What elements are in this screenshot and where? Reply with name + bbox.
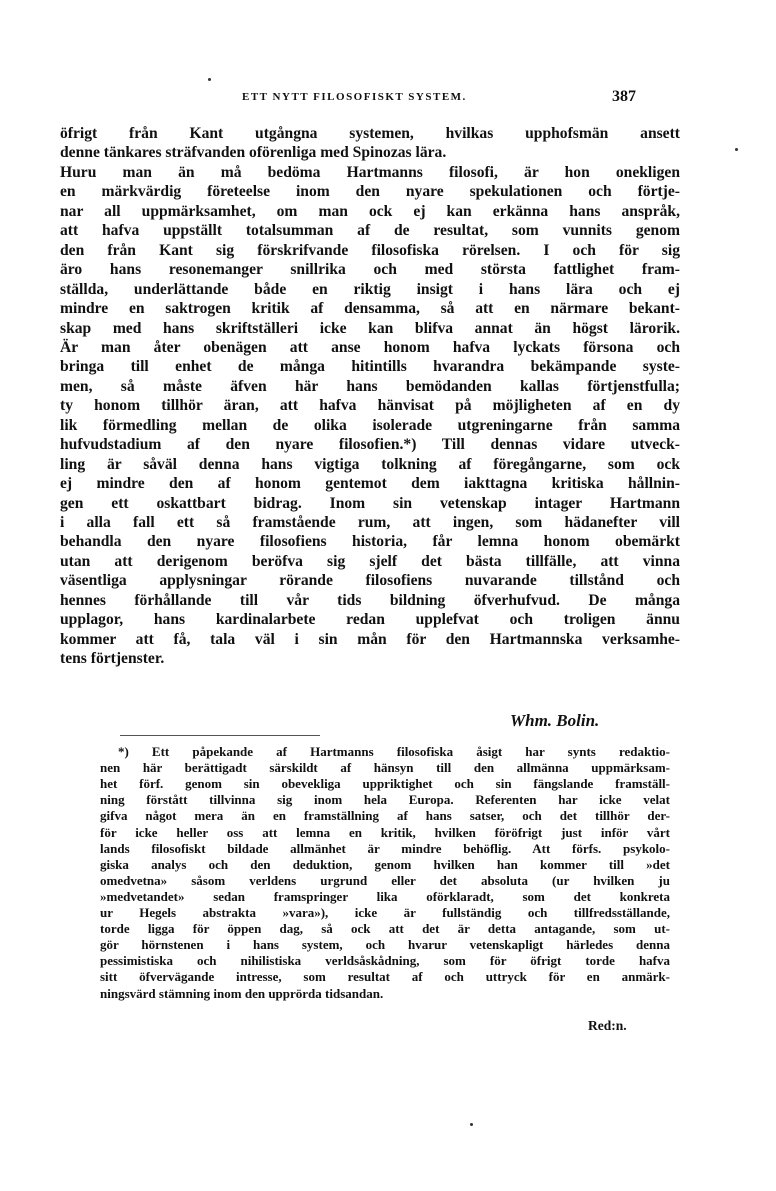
body-line: öfrigt från Kant utgångna systemen, hvilkas upphofsmän ansett [60, 125, 680, 142]
footnote-divider [120, 735, 320, 736]
footnote-line: *) Ett påpekande af Hartmanns filosofiska åsigt har synts redaktio- [118, 744, 670, 759]
body-line: denne tänkares sträfvanden oförenliga med Spinozas lära. [60, 144, 447, 162]
footnote-line: ur Hegels abstrakta »vara»), icke är fullständig och tillfredsställande, [100, 905, 670, 920]
body-line: lik förmedling mellan de olika isolerade utgreningarne från samma [60, 416, 680, 434]
print-speck [735, 148, 738, 151]
body-line: ej mindre den af honom gentemot dem iakttagna kritiska hållnin- [60, 475, 680, 493]
footnote-line: för icke heller oss att lemna en kritik, hvilken föröfrigt just inför vårt [100, 824, 670, 840]
footnote-line: het förf. genom sin obevekliga uppriktighet och sin fängslande framställ- [100, 776, 670, 792]
footnote-line: sitt öfvervägande intresse, som resultat af och uttryck för en anmärk- [100, 969, 670, 985]
editor-signature: Red:n. [588, 1018, 627, 1033]
body-line: mindre en saktrogen kritik af densamma, så att en närmare bekant- [60, 300, 680, 318]
body-line: Är man åter obenägen att anse honom hafva lyckats försona och [60, 338, 680, 356]
body-line: Huru man än må bedöma Hartmanns filosofi, är hon onekligen [60, 163, 680, 181]
footnote-line: pessimistiska och nihilistiska verldsåskådning, som för öfrigt torde hafva [100, 953, 670, 969]
footnote-line: torde ligga för öppen dag, så ock att det är detta antagande, som ut- [100, 921, 670, 937]
footnote-line: omedvetna» såsom verldens urgrund eller det absoluta (ur hvilken ju [100, 872, 670, 888]
body-line: den från Kant sig förskrifvande filosofiska rörelsen. I och för sig [60, 241, 680, 259]
body-line: nar all uppmärksamhet, om man ock ej kan erkänna hans anspråk, [60, 202, 680, 220]
footnote-line: lands filosofiskt bildade allmänhet är mindre behöflig. Att förfs. psykolo- [100, 840, 670, 856]
footnote-line: giska analys och den deduktion, genom hvilken han kommer till »det [100, 856, 670, 872]
footnote-line: ningsvärd stämning inom den upprörda tidsandan. [100, 985, 384, 1001]
body-line: utan att derigenom beröfva sig sjelf det bästa tillfälle, att vinna [60, 552, 680, 570]
body-line: kommer att få, tala väl i sin mån för den Hartmannska verksamhe- [60, 630, 680, 648]
body-line: ling är såväl denna hans vigtiga tolkning af föregångarne, som ock [60, 455, 680, 473]
body-line: hufvudstadium af den nyare filosofien.*) Till dennas vidare utveck- [60, 436, 680, 454]
body-line: tens förtjenster. [60, 650, 165, 668]
print-speck [470, 1123, 473, 1126]
print-speck [208, 78, 211, 81]
body-line: hennes förhållande till vår tids bildning öfverhufvud. De många [60, 591, 680, 609]
page-number: 387 [612, 88, 636, 105]
body-line: äro hans resonemanger snillrika och med största fattlighet fram- [60, 261, 680, 279]
body-line: en märkvärdig företeelse inom den nyare spekulationen och förtje- [60, 183, 680, 201]
body-line: skap med hans skriftställeri icke kan blifva annat än högst lärorik. [60, 319, 680, 337]
body-line: ställda, underlättande både en riktig insigt i hans lära och ej [60, 280, 680, 298]
running-title: ETT NYTT FILOSOFISKT SYSTEM. [242, 91, 467, 103]
body-line: upplagor, hans kardinalarbete redan upplefvat och troligen ännu [60, 611, 680, 629]
footnote-line: ning förstått tillvinna sig inom hela Europa. Referenten har icke velat [100, 792, 670, 808]
footnote-line: gifva något mera än en framställning af hans satser, och det tillhör der- [100, 808, 670, 824]
body-line: i alla fall ett så framstående rum, att ingen, som hädanefter vill [60, 514, 680, 531]
footnote-line: »medvetandet» sedan framspringer lika oförklaradt, som det konkreta [100, 888, 670, 904]
body-line: behandla den nyare filosofiens historia, får lemna honom obemärkt [60, 533, 680, 551]
body-line: men, så måste äfven här hans bemödanden kallas förtjenstfulla; [60, 377, 680, 395]
body-line: bringa till enhet de många hitintills hvarandra bekämpande syste- [60, 358, 680, 376]
body-line: gen ett oskattbart bidrag. Inom sin vetenskap intager Hartmann [60, 494, 680, 512]
author-signature: Whm. Bolin. [510, 711, 600, 730]
body-line: väsentliga applysningar rörande filosofiens nuvarande tillstånd och [60, 572, 680, 590]
body-line: att hafva uppställt totalsumman af de resultat, som vunnits genom [60, 222, 680, 240]
body-line: ty honom tillhör äran, att hafva hänvisat på möjligheten af en dy [60, 397, 680, 415]
footnote-line: gör hörnstenen i hans system, och hvarur vetenskapligt härledes denna [100, 937, 670, 953]
footnote-line: nen här berättigadt särskildt af hänsyn till den allmänna uppmärksam- [100, 760, 670, 776]
